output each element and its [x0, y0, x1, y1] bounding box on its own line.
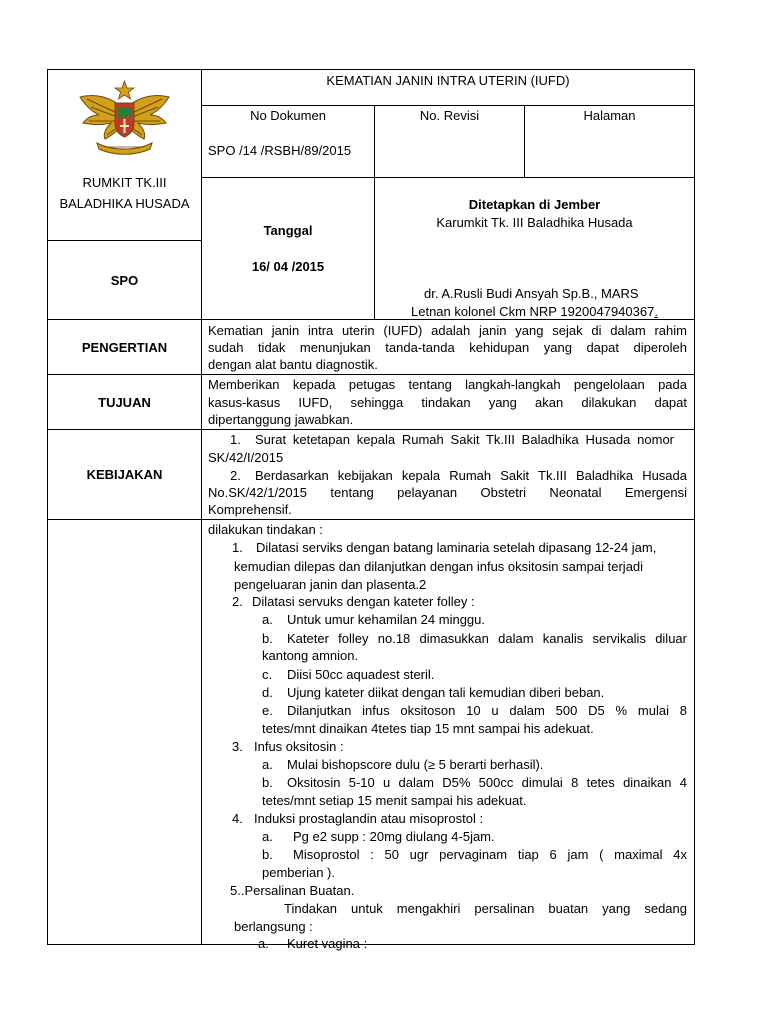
prosedur-item2e-line2: tetes/mnt dinaikan 4tetes tiap 15 mnt sampai his adekuat.: [262, 721, 594, 736]
prosedur-item5a-text: Kuret vagina :: [287, 936, 368, 951]
prosedur-item4b-line2: pemberian ).: [262, 865, 335, 880]
prosedur-item4b-line1: Misoprostol : 50 ugr pervaginam tiap 6 jam ( maximal 4x: [293, 847, 687, 862]
prosedur-item3b-letter: b.: [262, 775, 273, 790]
kebijakan-label: KEBIJAKAN: [86, 467, 163, 482]
prosedur-item5-title: 5..Persalinan Buatan.: [230, 883, 355, 898]
pengertian-line1: Kematian janin intra uterin (IUFD) adalah janin yang sejak di dalam rahim: [208, 323, 687, 338]
kebijakan-item2-line2: No.SK/42/1/2015 tentang pelayanan Obstetri Neonatal Emergensi: [208, 485, 687, 500]
tanggal-label: Tanggal: [263, 223, 313, 238]
ditetapkan-text: Ditetapkan di Jember: [468, 197, 601, 212]
prosedur-item2-number: 2.: [232, 594, 243, 609]
prosedur-label-cell: [47, 519, 202, 945]
no-dokumen-label: No Dokumen: [250, 108, 326, 123]
no-revisi-label: No. Revisi: [419, 108, 480, 123]
prosedur-item2d-letter: d.: [262, 685, 273, 700]
prosedur-item3-number: 3.: [232, 739, 243, 754]
prosedur-intro: dilakukan tindakan :: [208, 522, 323, 537]
hospital-emblem-icon: [77, 79, 172, 159]
prosedur-item2b-letter: b.: [262, 631, 273, 646]
prosedur-item2c-letter: c.: [262, 667, 273, 682]
prosedur-item4-number: 4.: [232, 811, 243, 826]
signer-rank: Letnan kolonel Ckm NRP 1920047940367.: [411, 304, 658, 319]
prosedur-item4a-letter: a.: [262, 829, 273, 844]
pengertian-line3: dengan alat bantu diagnostik.: [208, 357, 378, 372]
kebijakan-item2-line3: Komprehensif.: [208, 502, 292, 517]
prosedur-item2d-text: Ujung kateter diikat dengan tali kemudian diberi beban.: [287, 685, 605, 700]
prosedur-item5-line2: berlangsung :: [234, 919, 313, 934]
tanggal-cell: [201, 177, 375, 320]
prosedur-item3-title: Infus oksitosin :: [254, 739, 344, 754]
kebijakan-item1-number: 1.: [230, 432, 241, 447]
tujuan-label: TUJUAN: [98, 395, 151, 410]
prosedur-item4-title: Induksi prostaglandin atau misoprostol :: [254, 811, 484, 826]
spo-label: SPO: [110, 273, 139, 288]
signer-name: dr. A.Rusli Budi Ansyah Sp.B., MARS: [424, 286, 639, 301]
prosedur-item5-line1: Tindakan untuk mengakhiri persalinan buatan yang sedang: [284, 901, 687, 916]
prosedur-item3a-text: Mulai bishopscore dulu (≥ 5 berarti berhasil).: [287, 757, 544, 772]
kebijakan-item1-line2: SK/42/I/2015: [208, 450, 284, 465]
prosedur-item2a-letter: a.: [262, 612, 273, 627]
tanggal-value: 16/ 04 /2015: [251, 259, 325, 274]
hospital-name-line2: BALADHIKA HUSADA: [59, 196, 190, 211]
hospital-name-line1: RUMKIT TK.III: [82, 175, 167, 190]
prosedur-item2b-line2: kantong amnion.: [262, 648, 359, 663]
prosedur-item2b-line1: Kateter folley no.18 dimasukkan dalam kanalis servikalis diluar: [287, 631, 687, 646]
document-title: KEMATIAN JANIN INTRA UTERIN (IUFD): [326, 73, 570, 88]
prosedur-item4a-text: Pg e2 supp : 20mg diulang 4-5jam.: [293, 829, 495, 844]
prosedur-item5a-letter: a.: [258, 936, 269, 951]
no-dokumen-value: SPO /14 /RSBH/89/2015: [208, 143, 352, 158]
prosedur-item1-number: 1.: [232, 540, 243, 555]
kebijakan-item2-number: 2.: [230, 468, 241, 483]
prosedur-item1-line1: Dilatasi serviks dengan batang laminaria setelah dipasang 12-24 jam,: [256, 540, 657, 555]
prosedur-item3a-letter: a.: [262, 757, 273, 772]
kebijakan-item1-line1: Surat ketetapan kepala Rumah Sakit Tk.III Baladhika Husada nomor: [255, 432, 674, 447]
spo-document: [47, 69, 695, 951]
halaman-label: Halaman: [583, 108, 636, 123]
prosedur-item2c-text: Diisi 50cc aquadest steril.: [287, 667, 435, 682]
kebijakan-item2-line1: Berdasarkan kebijakan kepala Rumah Sakit Tk.III Baladhika Husada: [255, 468, 687, 483]
prosedur-item2e-letter: e.: [262, 703, 273, 718]
tujuan-line3: dipertanggung jawabkan.: [208, 412, 354, 427]
pengertian-label: PENGERTIAN: [81, 340, 168, 355]
pengertian-line2: sudah tidak menunjukan tanda-tanda kehidupan yang dapat diperoleh: [208, 340, 687, 355]
prosedur-item1-line2: kemudian dilepas dan dilanjutkan dengan infus oksitosin sampai terjadi: [234, 559, 644, 574]
prosedur-item2e-line1: Dilanjutkan infus oksitoson 10 u dalam 500 D5 % mulai 8: [287, 703, 687, 718]
prosedur-item1-line3: pengeluaran janin dan plasenta.2: [234, 577, 427, 592]
prosedur-item2-title: Dilatasi servuks dengan kateter folley :: [252, 594, 475, 609]
prosedur-item2a-text: Untuk umur kehamilan 24 minggu.: [287, 612, 485, 627]
tujuan-line2: kasus-kasus IUFD, sehingga tindakan yang akan dilakukan dapat: [208, 395, 687, 410]
prosedur-item3b-line2: tetes/mnt setiap 15 menit sampai his adekuat.: [262, 793, 527, 808]
karumkit-text: Karumkit Tk. III Baladhika Husada: [436, 215, 633, 230]
prosedur-item3b-line1: Oksitosin 5-10 u dalam D5% 500cc dimulai 8 tetes dinaikan 4: [287, 775, 687, 790]
prosedur-item4b-letter: b.: [262, 847, 273, 862]
tujuan-line1: Memberikan kepada petugas tentang langkah-langkah pengelolaan pada: [208, 377, 687, 392]
